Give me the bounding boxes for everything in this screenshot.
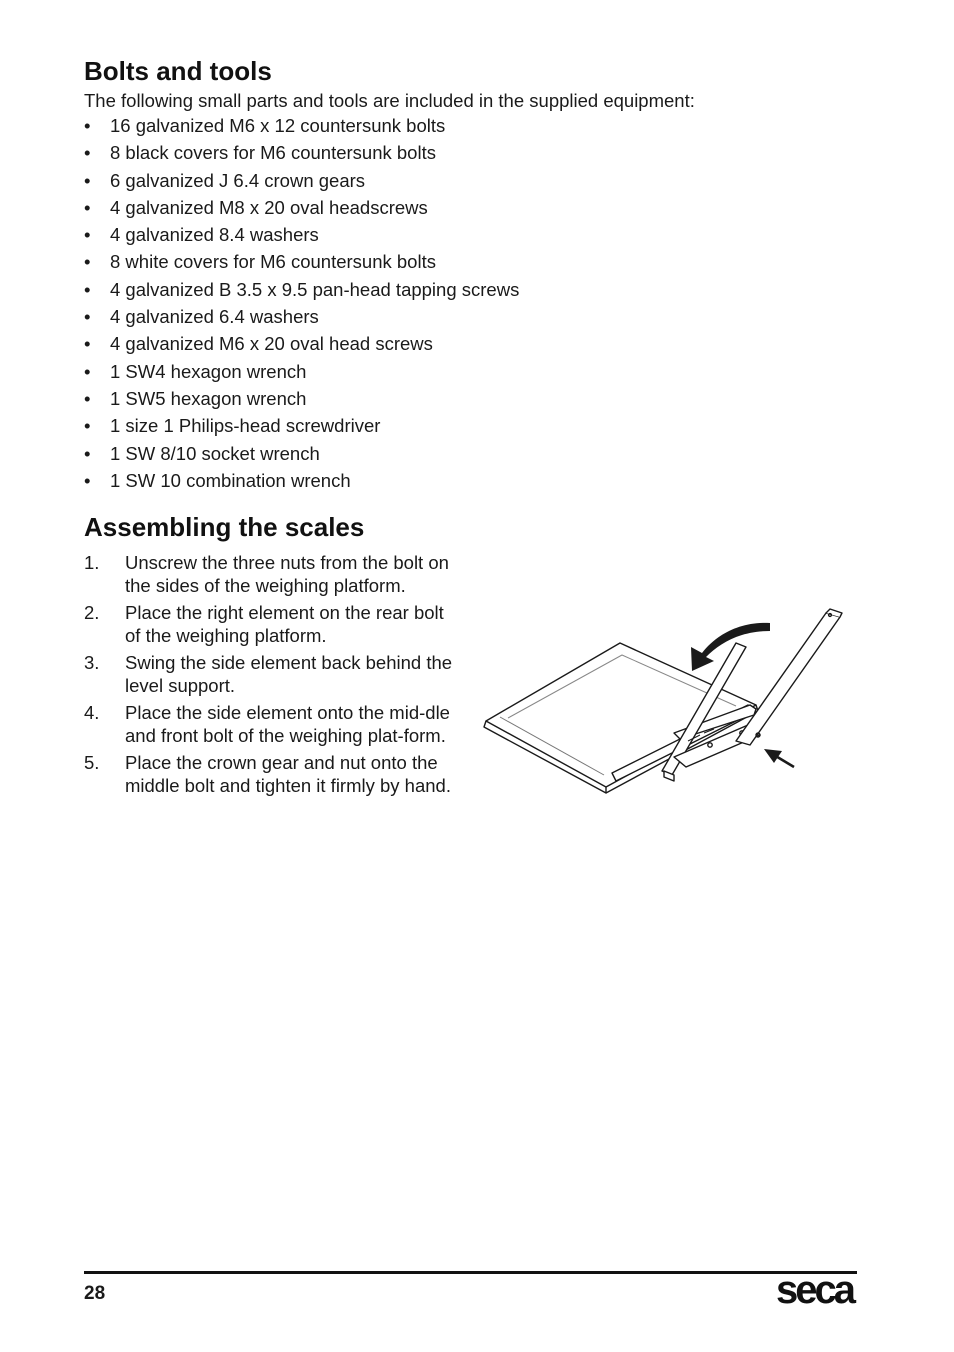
side-element-right: [736, 613, 840, 745]
assembly-steps: [84, 551, 464, 801]
list-item: • 1 size 1 Philips-head screwdriver: [84, 414, 519, 441]
list-item: • 1 SW4 hexagon wrench: [84, 360, 519, 387]
page-number: 28: [84, 1283, 106, 1304]
bolts-intro: The following small parts and tools are included in the supplied equipment:: [84, 90, 695, 111]
list-item: • 1 SW 8/10 socket wrench: [84, 442, 519, 469]
platform-top: [486, 643, 756, 787]
step-item: [84, 701, 464, 747]
list-item: • 4 galvanized 8.4 washers: [84, 223, 519, 250]
step-number: 2.: [84, 602, 100, 623]
step-text: Unscrew the three nuts from the bolt on the sides of the weighing platform.: [125, 552, 449, 596]
step-text: Swing the side element back behind the level support.: [125, 652, 453, 696]
step-text: Place the right element on the rear bolt of the weighing platform.: [125, 602, 444, 646]
straight-arrow-icon: [764, 749, 794, 767]
step-number: 4.: [84, 702, 100, 723]
list-item: • 8 white covers for M6 countersunk bolts: [84, 250, 519, 277]
step-number: 3.: [84, 652, 100, 673]
step-text: Place the side element onto the mid-dle and front bolt of the weighing plat-form.: [125, 702, 450, 746]
list-item: • 4 galvanized M8 x 20 oval headscrews: [84, 196, 519, 223]
parts-list: [84, 114, 519, 496]
section-title-bolts: Bolts and tools: [84, 56, 272, 86]
step-number: 5.: [84, 752, 100, 773]
list-item: • 1 SW5 hexagon wrench: [84, 387, 519, 414]
list-item: • 4 galvanized 6.4 washers: [84, 305, 519, 332]
list-item: • 4 galvanized M6 x 20 oval head screws: [84, 332, 519, 359]
list-item: • 1 SW 10 combination wrench: [84, 469, 519, 496]
section-title-assembling: Assembling the scales: [84, 512, 365, 542]
step-text: Place the crown gear and nut onto the middle bolt and tighten it firmly by hand.: [125, 752, 451, 796]
seca-logo: seca: [776, 1268, 853, 1312]
list-item: • 6 galvanized J 6.4 crown gears: [84, 169, 519, 196]
step-item: [84, 601, 464, 647]
assembly-illustration: [478, 605, 858, 810]
step-item: [84, 651, 464, 697]
list-item: • 4 galvanized B 3.5 x 9.5 pan-head tapping screws: [84, 278, 519, 305]
list-item: • 8 black covers for M6 countersunk bolts: [84, 141, 519, 168]
step-number: 1.: [84, 552, 100, 573]
list-item: • 16 galvanized M6 x 12 countersunk bolts: [84, 114, 519, 141]
footer-rule: [84, 1271, 857, 1274]
step-item: [84, 751, 464, 797]
step-item: [84, 551, 464, 597]
